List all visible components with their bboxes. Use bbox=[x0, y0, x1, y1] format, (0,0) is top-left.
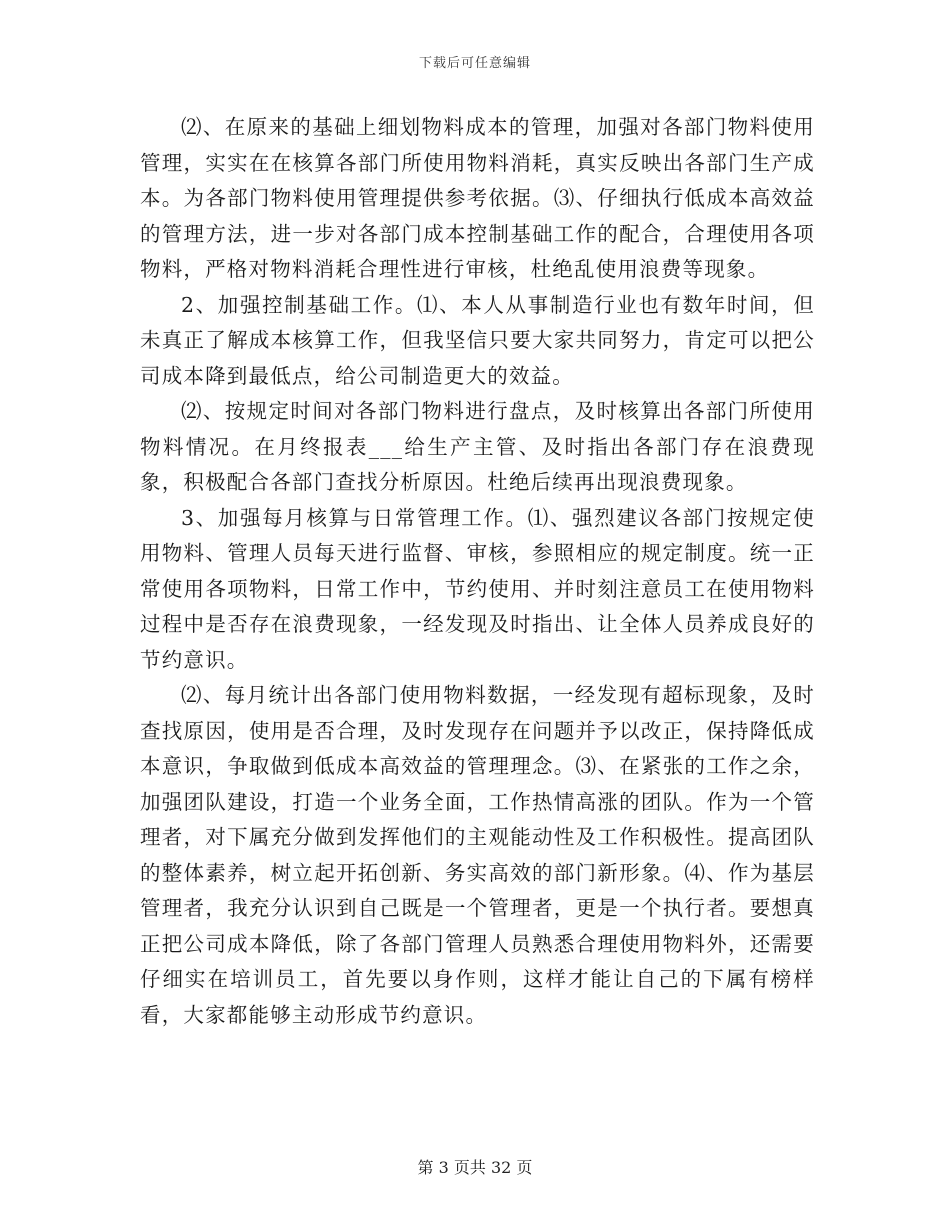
page-header: 下载后可任意编辑 bbox=[418, 56, 531, 71]
page-number: 第 3 页共 32 页 bbox=[417, 1158, 533, 1177]
paragraph: 2、加强控制基础工作。⑴、本人从事制造行业也有数年时间，但未真正了解成本核算工作，但我坚信只要大家共同努力，肯定可以把公司成本降到最低点，给公司制造更大的效益。 bbox=[140, 292, 815, 388]
paragraph: ⑵、每月统计出各部门使用物料数据，一经发现有超标现象，及时查找原因，使用是否合理，及时发现存在问题并予以改正，保持降低成本意识，争取做到低成本高效益的管理理念。⑶、在紧张的工作之余，加强团队建设，打造一个业务全面，工作热情高涨的团队。作为一个管理者，对下属充分做到发挥他们的主观能动性及工作积极性。提高团队的整体素养，树立起开拓创新、务实高效的部门新形象。⑷、作为基层管理者，我充分认识到自己既是一个管理者，更是一个执行者。要想真正把公司成本降低，除了各部门管理人员熟悉合理使用物料外，还需要仔细实在培训员工，首先要以身作则，这样才能让自己的下属有榜样看，大家都能够主动形成节约意识。 bbox=[140, 683, 815, 1027]
paragraph: 3、加强每月核算与日常管理工作。⑴、强烈建议各部门按规定使用物料、管理人员每天进行监督、审核，参照相应的规定制度。统一正常使用各项物料，日常工作中，节约使用、并时刻注意员工在使用物料过程中是否存在浪费现象，一经发现及时指出、让全体人员养成良好的节约意识。 bbox=[140, 505, 815, 672]
paragraph: ⑵、按规定时间对各部门物料进行盘点，及时核算出各部门所使用物料情况。在月终报表___给生产主管、及时指出各部门存在浪费现象，积极配合各部门查找分析原因。杜绝后续再出现浪费现象。 bbox=[140, 399, 815, 494]
paragraph: ⑵、在原来的基础上细划物料成本的管理，加强对各部门物料使用管理，实实在在核算各部门所使用物料消耗，真实反映出各部门生产成本。为各部门物料使用管理提供参考依据。⑶、仔细执行低成本高效益的管理方法，进一步对各部门成本控制基础工作的配合，合理使用各项物料，严格对物料消耗合理性进行审核，杜绝乱使用浪费等现象。 bbox=[140, 115, 815, 281]
document-body bbox=[140, 110, 815, 1033]
